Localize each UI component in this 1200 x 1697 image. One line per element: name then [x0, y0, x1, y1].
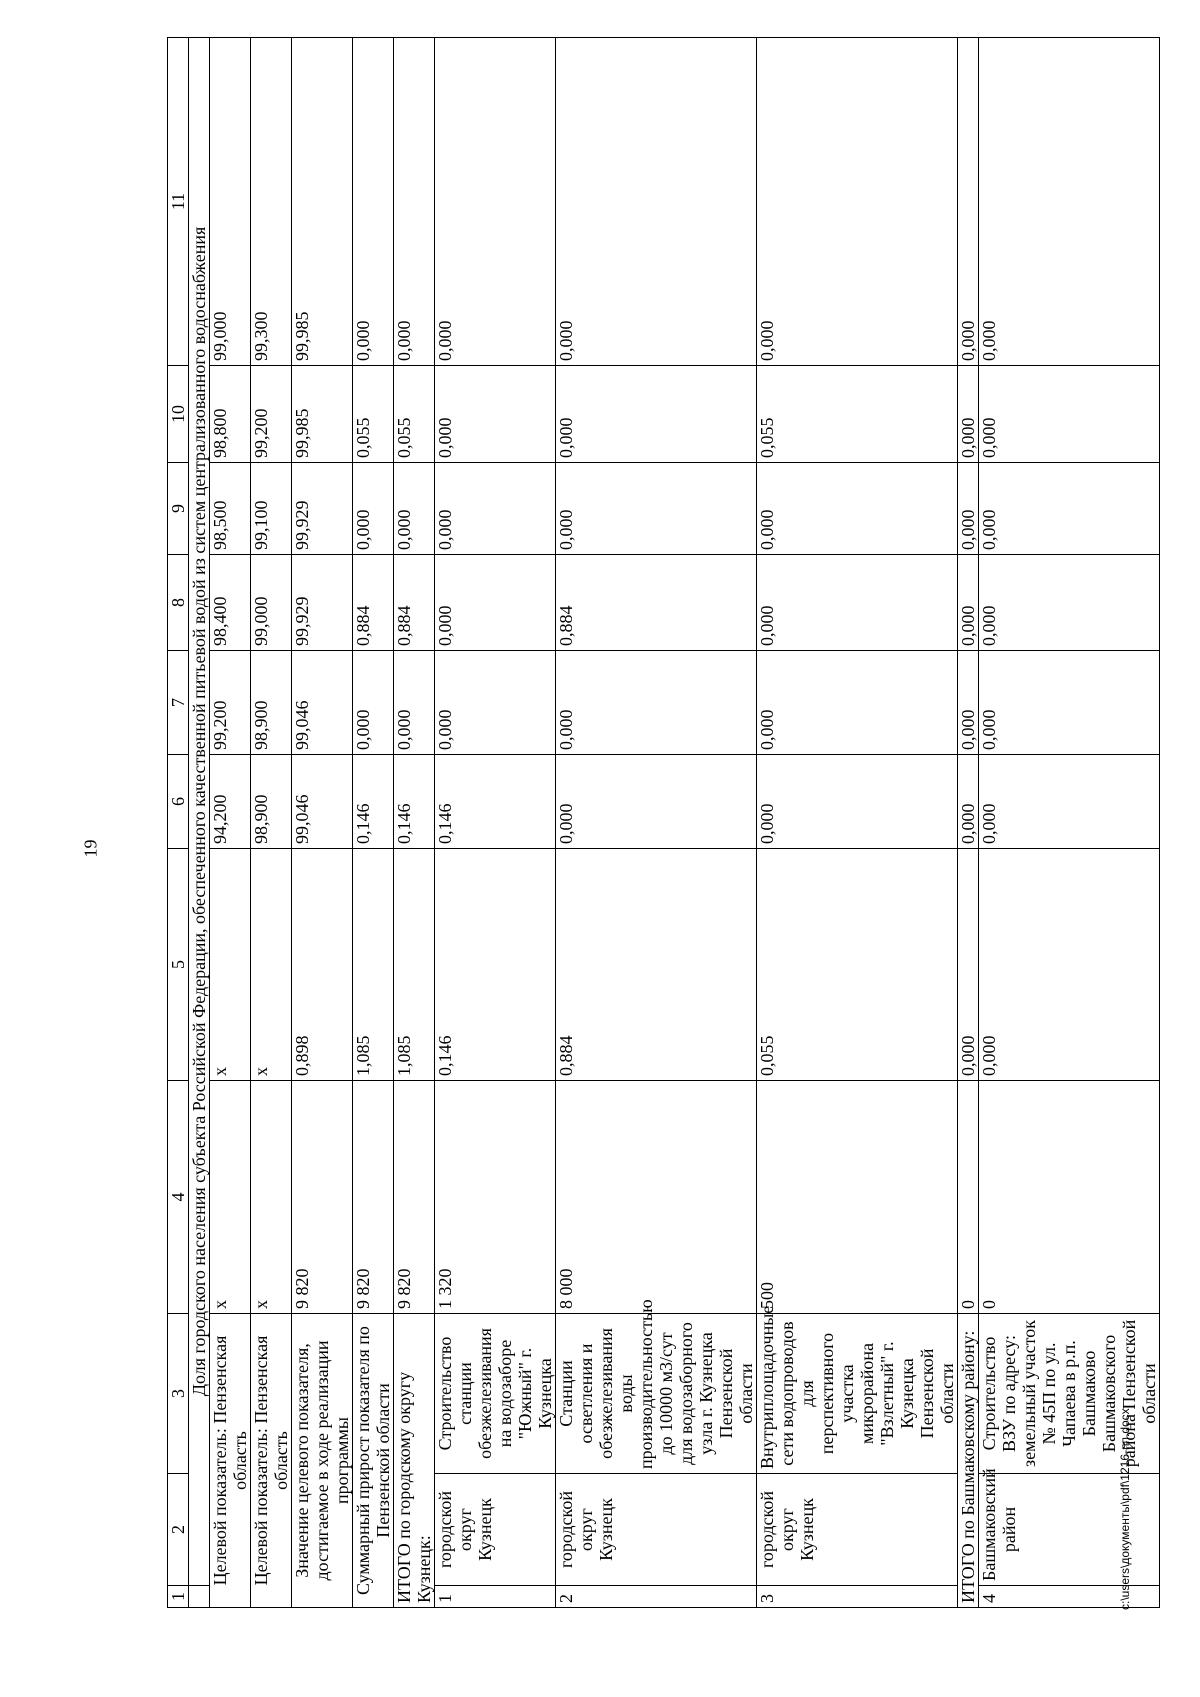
total-row: ИТОГО по Башмаковскому району: 0 0,000 0,000 0,000 0,000 0,000 0,000 0,000 [958, 38, 979, 1608]
row-label: Целевой показатель: Пензенская область [251, 1314, 292, 1608]
object-name: Станции осветления и обезжелезивания воды производительностью до 10000 м3/сут для водозаборного узла г. Кузнецка Пензенской области [556, 1314, 757, 1474]
header-cell: 10 [168, 366, 189, 463]
rotated-table-container [167, 38, 1160, 1608]
header-cell: 9 [168, 463, 189, 555]
row-label: ИТОГО по Башмаковскому району: [958, 1314, 979, 1608]
table-row: Целевой показатель: Пензенская область х х 94,200 99,200 98,400 98,500 98,800 99,000 [210, 38, 251, 1608]
district: городской округ Кузнецк [435, 1474, 556, 1586]
row-label: Целевой показатель: Пензенская область [210, 1314, 251, 1608]
district: Башмаковский район [979, 1474, 1160, 1586]
district: городской округ Кузнецк [556, 1474, 757, 1586]
row-number: 4 [979, 1586, 1160, 1608]
header-cell: 1 [168, 1586, 189, 1608]
table-row: 2 городской округ Кузнецк Станции осветления и обезжелезивания воды производительностью до 10000 м3/сут для водозаборного узла г. Кузнецка Пензенской области 8 000 0,884 0,000 0,000 0,884 0,000 0,000 0,000 [556, 38, 757, 1608]
object-name: Внутриплощадочные сети водопроводов для перспективного участка микрорайона "Взлетный" г. Кузнецка Пензенской области [757, 1314, 958, 1474]
table-row: Значение целевого показателя, достигаемое в ходе реализации программы 9 820 0,898 99,046 99,046 99,929 99,929 99,985 99,985 [292, 38, 353, 1608]
header-cell: 7 [168, 651, 189, 755]
district: городской округ Кузнецк [757, 1474, 958, 1586]
table-row: 1 городской округ Кузнецк Строительство станции обезжелезивания на водозаборе "Южный" г. Кузнецка 1 320 0,146 0,146 0,000 0,000 0,000 0,000 0,000 [435, 38, 556, 1608]
header-cell: 8 [168, 555, 189, 651]
row-label: ИТОГО по городскому округу Кузнецк: [394, 1314, 435, 1608]
total-row: ИТОГО по городскому округу Кузнецк: 9 820 1,085 0,146 0,000 0,884 0,000 0,055 0,000 [394, 38, 435, 1608]
page-number: 19 [80, 839, 101, 858]
header-cell: 3 [168, 1314, 189, 1474]
header-cell: 5 [168, 849, 189, 1081]
section-title: Доля городского населения субъекта Российской Федерации, обеспеченного качественной питьевой водой из систем централизованного водоснабжения [189, 38, 210, 1586]
row-label: Значение целевого показателя, достигаемое в ходе реализации программы [292, 1314, 353, 1608]
file-path-footer: c:\users\документы\pdf\1216-пп.docx [1118, 1408, 1132, 1610]
row-number: 2 [556, 1586, 757, 1608]
column-number-row [168, 38, 189, 1608]
object-name: Строительство станции обезжелезивания на водозаборе "Южный" г. Кузнецка [435, 1314, 556, 1474]
row-number: 1 [435, 1586, 556, 1608]
table-row: 4 Башмаковский район Строительство ВЗУ по адресу: земельный участок № 45П по ул. Чапаева в р.п. Башмаково Башмаковского района Пензенской области 0 0,000 0,000 0,000 0,000 0,000 0,000 0,000 [979, 38, 1160, 1608]
indicator-table [167, 37, 1160, 1608]
object-name: Строительство ВЗУ по адресу: земельный участок № 45П по ул. Чапаева в р.п. Башмаково Башмаковского района Пензенской области [979, 1314, 1160, 1474]
table-row: Суммарный прирост показателя по Пензенской области 9 820 1,085 0,146 0,000 0,884 0,000 0,055 0,000 [353, 38, 394, 1608]
header-cell: 6 [168, 755, 189, 849]
table-row: Целевой показатель: Пензенская область х х 98,900 98,900 99,000 99,100 99,200 99,300 [251, 38, 292, 1608]
row-label: Суммарный прирост показателя по Пензенской области [353, 1314, 394, 1608]
header-cell: 2 [168, 1474, 189, 1586]
header-cell: 11 [168, 38, 189, 366]
table-row: 3 городской округ Кузнецк Внутриплощадочные сети водопроводов для перспективного участка микрорайона "Взлетный" г. Кузнецка Пензенской области 500 0,055 0,000 0,000 0,000 0,000 0,055 0,000 [757, 38, 958, 1608]
row-number: 3 [757, 1586, 958, 1608]
section-title-row [189, 38, 210, 1608]
header-cell: 4 [168, 1081, 189, 1314]
